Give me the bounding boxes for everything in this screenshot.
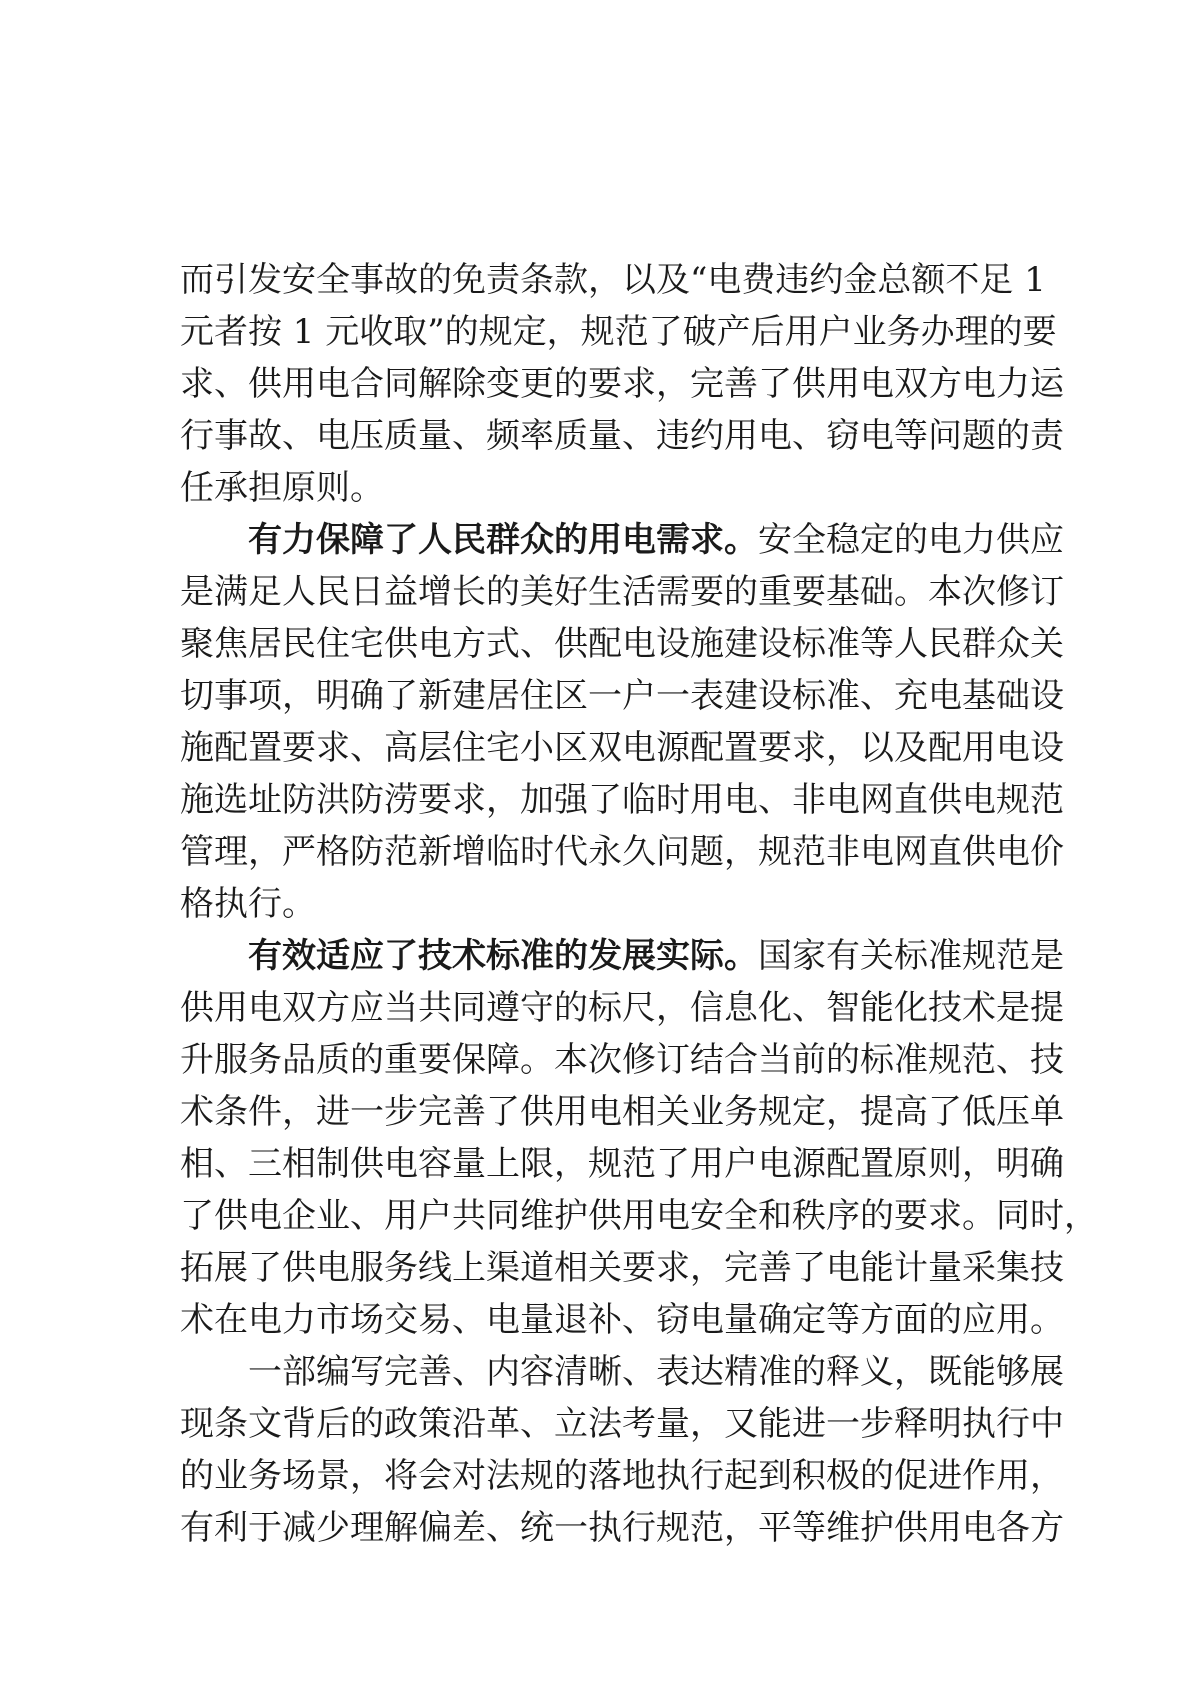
text-line: 术在电力市场交易、电量退补、窃电量确定等方面的应用。 [180, 1300, 1064, 1340]
paragraph-first-line: 一部编写完善、内容清晰、表达精准的释义，既能够展 [248, 1352, 1064, 1392]
document-body [180, 254, 1098, 1554]
text-line: 管理，严格防范新增临时代永久问题，规范非电网直供电价 [180, 832, 1064, 872]
text-line: 现条文背后的政策沿革、立法考量，又能进一步释明执行中 [180, 1404, 1064, 1444]
text-line: 任承担原则。 [180, 468, 384, 508]
text-line: 有利于减少理解偏差、统一执行规范，平等维护供用电各方 [180, 1508, 1064, 1548]
paragraph-first-line [180, 930, 1064, 982]
text-line: 了供电企业、用户共同维护供用电安全和秩序的要求。同时， [180, 1196, 1098, 1236]
text-line: 拓展了供电服务线上渠道相关要求，完善了电能计量采集技 [180, 1248, 1064, 1288]
text-line: 切事项，明确了新建居住区一户一表建设标准、充电基础设 [180, 676, 1064, 716]
paragraph-heading: 有力保障了人民群众的用电需求。 [248, 520, 758, 560]
text-run: 安全稳定的电力供应 [758, 520, 1064, 560]
text-line: 的业务场景，将会对法规的落地执行起到积极的促进作用， [180, 1456, 1064, 1496]
text-run: 国家有关标准规范是 [758, 936, 1064, 976]
text-line: 元者按 1 元收取”的规定，规范了破产后用户业务办理的要 [180, 312, 1057, 352]
text-line: 施配置要求、高层住宅小区双电源配置要求，以及配用电设 [180, 728, 1064, 768]
text-line: 升服务品质的重要保障。本次修订结合当前的标准规范、技 [180, 1040, 1064, 1080]
text-line: 相、三相制供电容量上限，规范了用户电源配置原则，明确 [180, 1144, 1064, 1184]
text-line: 术条件，进一步完善了供用电相关业务规定，提高了低压单 [180, 1092, 1064, 1132]
paragraph-heading: 有效适应了技术标准的发展实际。 [248, 936, 758, 976]
text-line: 求、供用电合同解除变更的要求，完善了供用电双方电力运 [180, 364, 1064, 404]
text-line: 行事故、电压质量、频率质量、违约用电、窃电等问题的责 [180, 416, 1064, 456]
text-line: 聚焦居民住宅供电方式、供配电设施建设标准等人民群众关 [180, 624, 1064, 664]
text-line: 是满足人民日益增长的美好生活需要的重要基础。本次修订 [180, 572, 1064, 612]
text-line: 施选址防洪防涝要求，加强了临时用电、非电网直供电规范 [180, 780, 1064, 820]
paragraph-first-line [180, 514, 1064, 566]
text-line: 而引发安全事故的免责条款，以及“电费违约金总额不足 1 [180, 260, 1046, 300]
text-line: 供用电双方应当共同遵守的标尺，信息化、智能化技术是提 [180, 988, 1064, 1028]
text-line: 格执行。 [180, 884, 316, 924]
